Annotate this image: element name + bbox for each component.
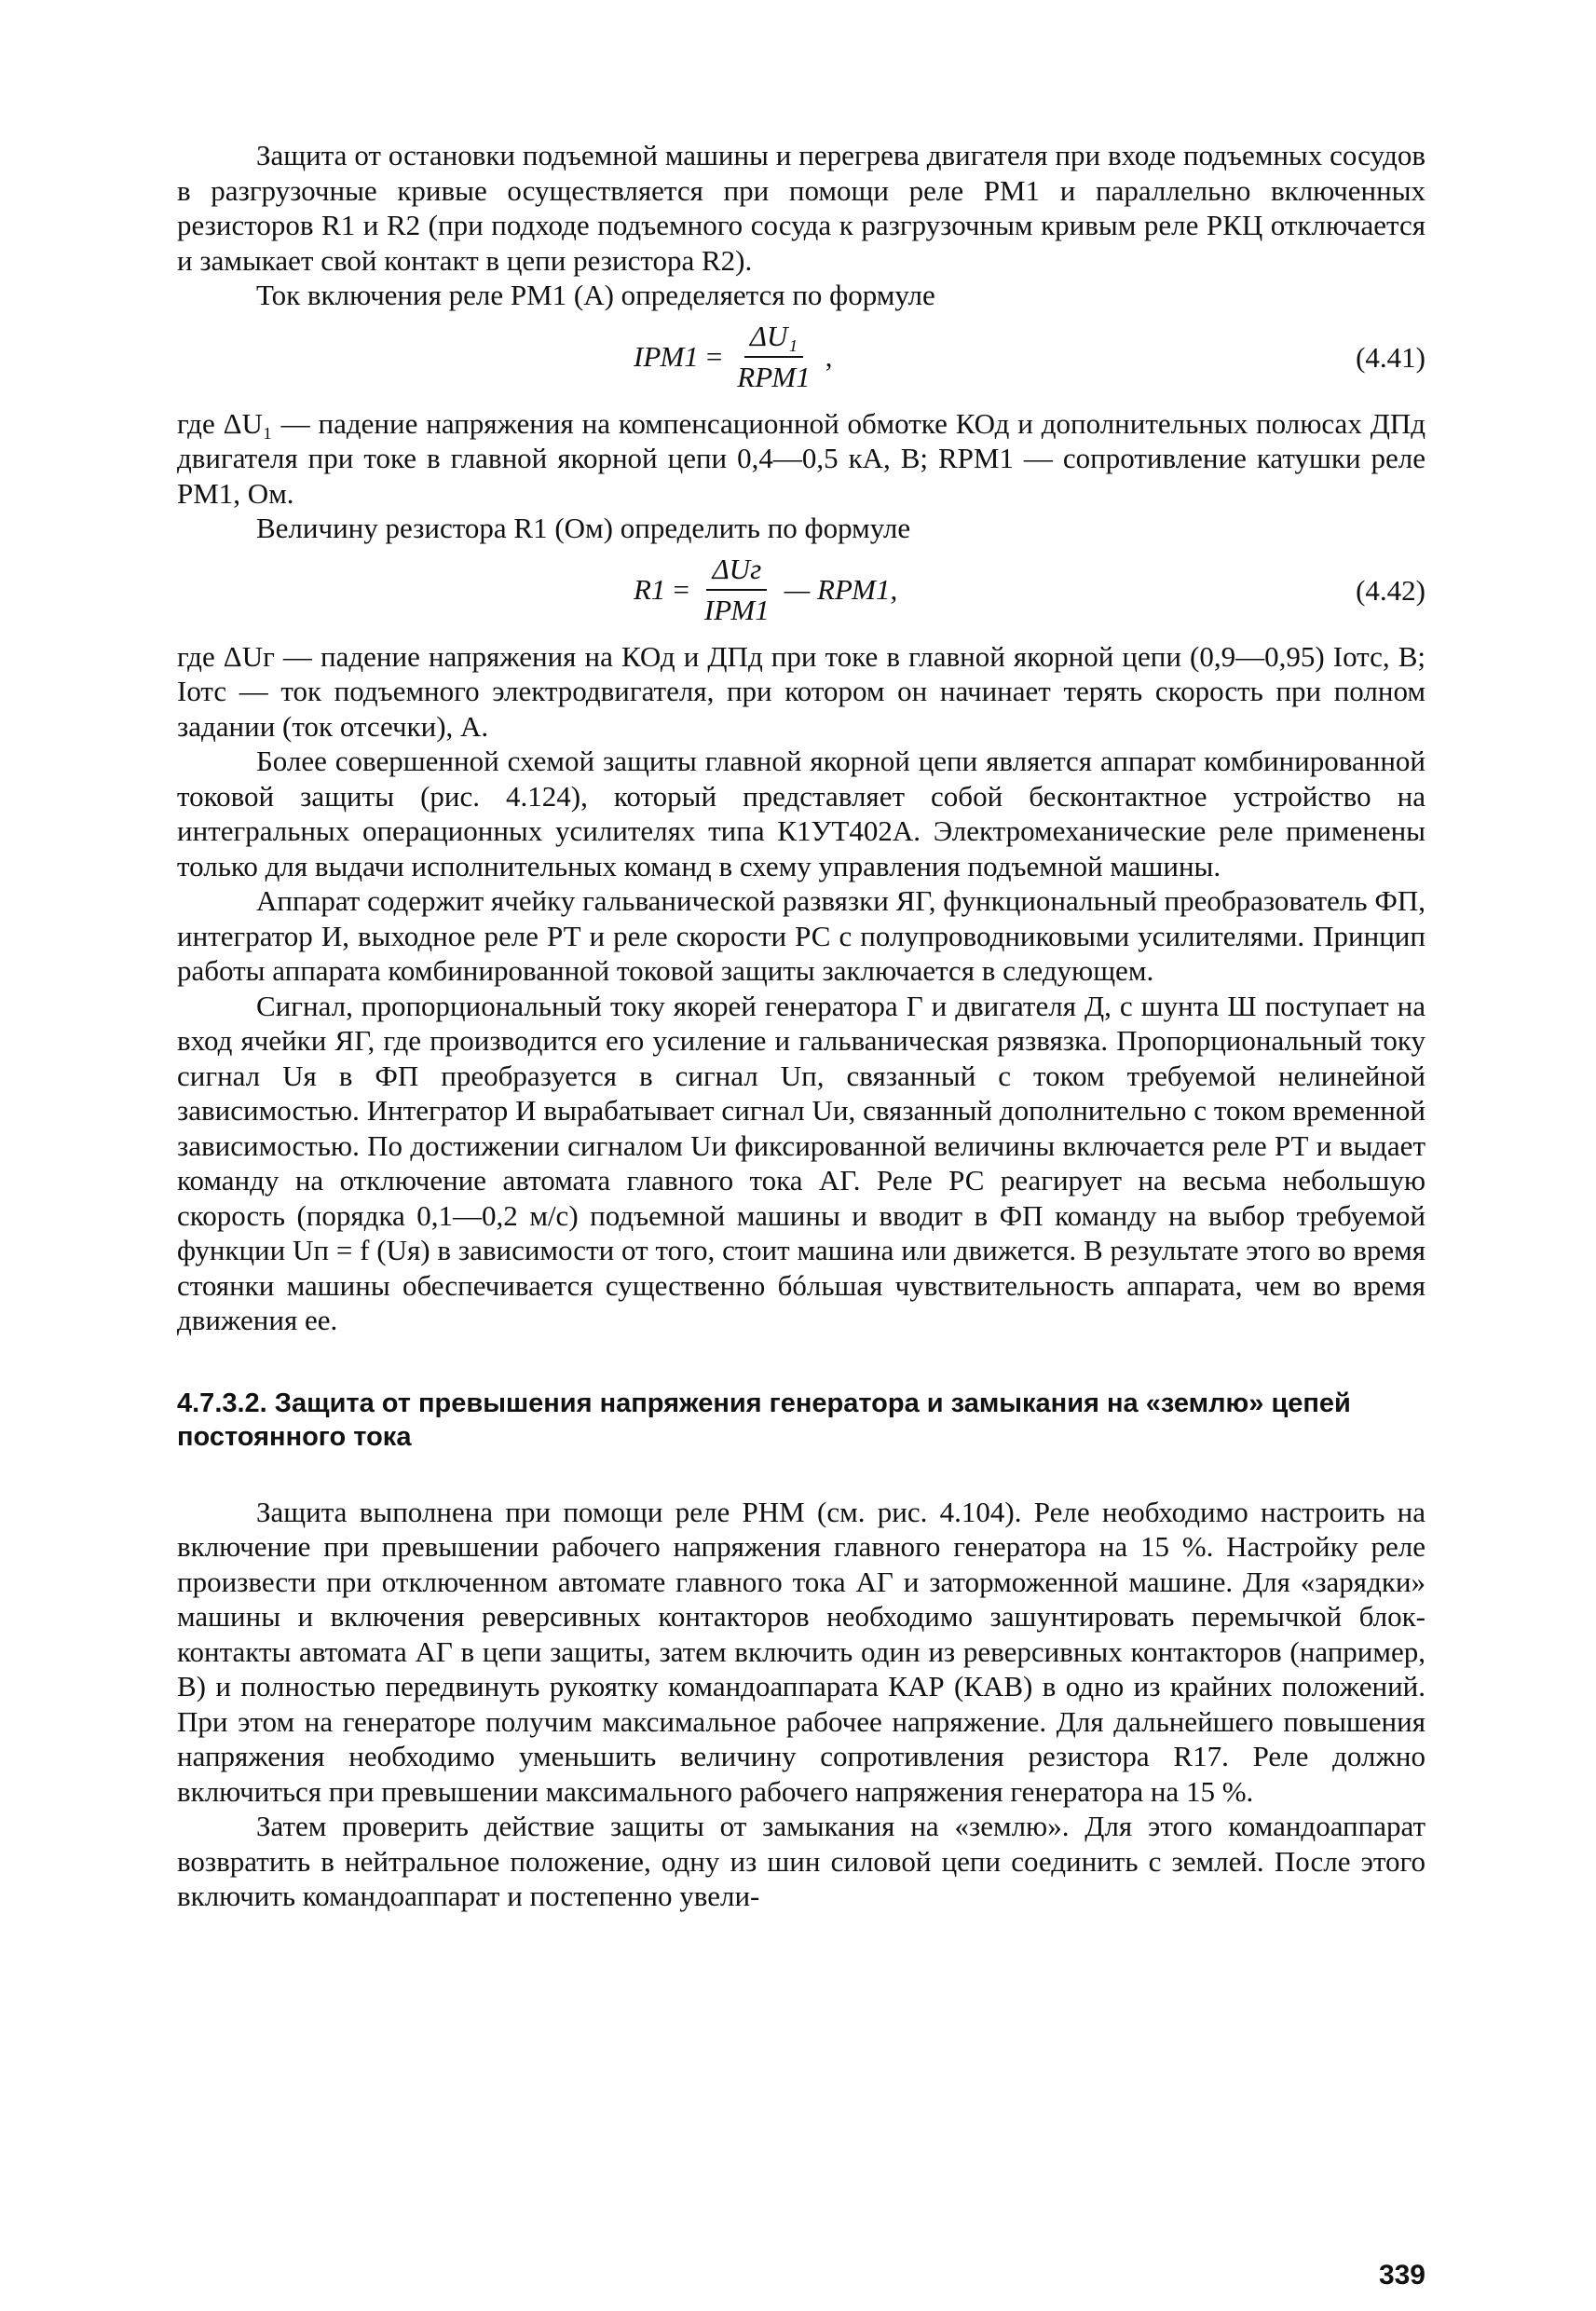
paragraph-3: где ΔU₁ — падение напряжения на компенсационной обмотке КОд и дополнительных полюсах ДПд двигателя при токе в главной якорной цепи 0,4—0,5 кА, В; RРМ1 — сопротивление катушки реле РМ1, Ом. [177, 406, 1425, 510]
paragraph-6: Более совершенной схемой защиты главной якорной цепи является аппарат комбинированной токовой защиты (рис. 4.124), который представляет собой бесконтактное устройство на интегральных операционных усилителях типа К1УТ402А. Электромеханические реле применены только для выдачи исполнительных команд в схему управления подъемной машины. [177, 745, 1425, 882]
paragraph-1: Защита от остановки подъемной машины и перегрева двигателя при входе подъемных сосудов в разгрузочные кривые осуществляется при помощи реле РМ1 и параллельно включенных резисторов R1 и R2 (при подходе подъемного сосуда к разгрузочным кривым реле РКЦ отключается и замыкает свой контакт в цепи резистора R2). [177, 139, 1425, 277]
formula-2-denominator: IРМ1 [703, 593, 770, 626]
page-content [177, 138, 1425, 1914]
formula-1-suffix: , [825, 339, 833, 373]
paragraph-2: Ток включения реле РМ1 (А) определяется по формуле [256, 279, 935, 311]
paragraph-4: Величину резистора R1 (Ом) определить по формуле [256, 512, 911, 544]
paragraph-10: Затем проверить действие защиты от замыкания на «землю». Для этого командоаппарат возвратить в нейтральное положение, одну из шин силовой цепи соединить с землей. После этого включить командоаппарат и постепенно увели- [177, 1810, 1425, 1912]
formula-2-fraction [699, 552, 775, 628]
formula-1-numerator: ΔU₁ [744, 319, 803, 358]
formula-1-denominator: RРМ1 [737, 360, 811, 393]
formula-1-lhs: IРМ1 [634, 339, 699, 373]
formula-1-fraction [731, 319, 815, 395]
section-heading: 4.7.3.2. Защита от превышения напряжения генератора и замыкания на «землю» цепей постоянного тока [177, 1388, 1351, 1452]
formula-4-41 [177, 313, 1425, 406]
paragraph-9: Защита выполнена при помощи реле РНМ (см. рис. 4.104). Реле необходимо настроить на включение при превышении рабочего напряжения главного генератора на 15 %. Настройку реле произвести при отключенном автомате главного тока АГ и заторможенной машине. Для «зарядки» машины и включения реверсивных контакторов необходимо зашунтировать перемычкой блок-контакты автомата АГ в цепи защиты, затем включить один из реверсивных контакторов (например, В) и полностью передвинуть рукоятку командоаппарата КАР (КАВ) в одно из крайних положений. При этом на генераторе получим максимальное рабочее напряжение. Для дальнейшего повышения напряжения необходимо уменьшить величину сопротивления резистора R17. Реле должно включиться при превышении максимального рабочего напряжения генератора на 15 %. [177, 1495, 1425, 1808]
formula-2-suffix: — RРМ1, [784, 572, 898, 606]
page-number: 339 [1378, 2260, 1425, 2290]
formula-2-number: (4.42) [1356, 573, 1425, 607]
formula-1-equals: = [705, 339, 723, 373]
formula-2-lhs: R1 [634, 572, 666, 606]
formula-4-42 [177, 546, 1425, 639]
paragraph-5: где ΔUг — падение напряжения на КОд и ДПд при токе в главной якорной цепи (0,9—0,95) Iотс, В; Iотс — ток подъемного электродвигателя, при котором он начинает терять скорость при полном задании (ток отсечки), А. [177, 639, 1425, 743]
formula-1-number: (4.41) [1356, 340, 1425, 374]
formula-2-numerator: ΔUг [706, 552, 767, 591]
formula-2-equals: = [673, 572, 689, 606]
paragraph-7: Аппарат содержит ячейку гальванической развязки ЯГ, функциональный преобразователь ФП, интегратор И, выходное реле РТ и реле скорости РС с полупроводниковыми усилителями. Принцип работы аппарата комбинированной токовой защиты заключается в следующем. [177, 884, 1425, 987]
paragraph-8: Сигнал, пропорциональный току якорей генератора Г и двигателя Д, с шунта Ш поступает на вход ячейки ЯГ, где производится его усиление и гальваническая рязвязка. Пропорциональный току сигнал Uя в ФП преобразуется в сигнал Uп, связанный с током требуемой нелинейной зависимостью. Интегратор И вырабатывает сигнал Uи, связанный дополнительно с током временной зависимостью. По достижении сигналом Uи фиксированной величины включается реле РТ и выдает команду на отключение автомата главного тока АГ. Реле РС реагирует на весьма небольшую скорость (порядка 0,1—0,2 м/с) подъемной машины и вводит в ФП команду на выбор требуемой функции Uп = f (Uя) в зависимости от того, стоит машина или движется. В результате этого во время стоянки машины обеспечивается существенно бóльшая чувствительность аппарата, чем во время движения ее. [177, 989, 1425, 1336]
